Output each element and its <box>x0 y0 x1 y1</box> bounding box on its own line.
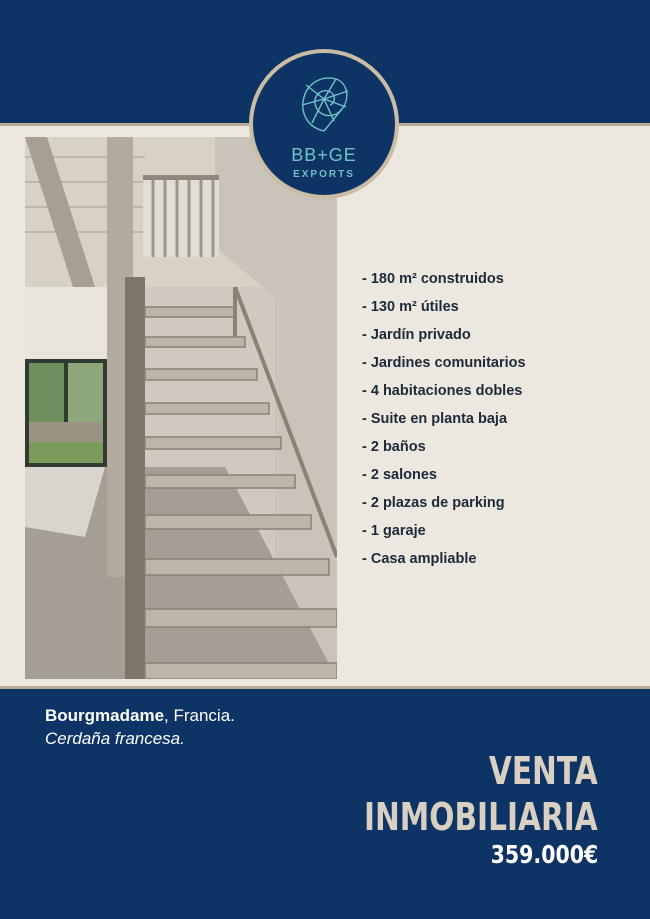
feature-item: - 180 m² construidos <box>362 271 504 287</box>
feature-item: - Suite en planta baja <box>362 411 508 427</box>
listing-title-line2: INMOBILIARIA <box>364 795 598 839</box>
feature-item: - 2 plazas de parking <box>362 495 505 511</box>
feature-item: - Casa ampliable <box>362 551 477 567</box>
location-town: Bourgmadame <box>45 706 165 725</box>
listing-price: 359.000€ <box>490 840 598 869</box>
feature-item: - Jardín privado <box>362 327 471 343</box>
feature-item: - Jardines comunitarios <box>362 355 526 371</box>
property-photo <box>25 137 337 679</box>
feature-list <box>362 265 526 573</box>
listing-title <box>364 748 598 840</box>
staircase-image <box>25 137 337 679</box>
feature-item: - 2 salones <box>362 467 437 483</box>
location-country: , Francia. <box>164 706 235 725</box>
nautilus-shell-icon <box>298 71 350 137</box>
feature-item: - 4 habitaciones dobles <box>362 383 523 399</box>
company-logo <box>249 49 399 199</box>
location-region: Cerdaña francesa. <box>45 729 185 748</box>
location-line <box>45 704 235 727</box>
logo-subtitle: EXPORTS <box>293 169 355 180</box>
feature-item: - 1 garaje <box>362 523 426 539</box>
location-block <box>45 704 235 750</box>
feature-item: - 2 baños <box>362 439 426 455</box>
feature-item: - 130 m² útiles <box>362 299 459 315</box>
logo-wordmark: BB+GE <box>291 145 357 165</box>
listing-title-line1: VENTA <box>489 749 598 793</box>
